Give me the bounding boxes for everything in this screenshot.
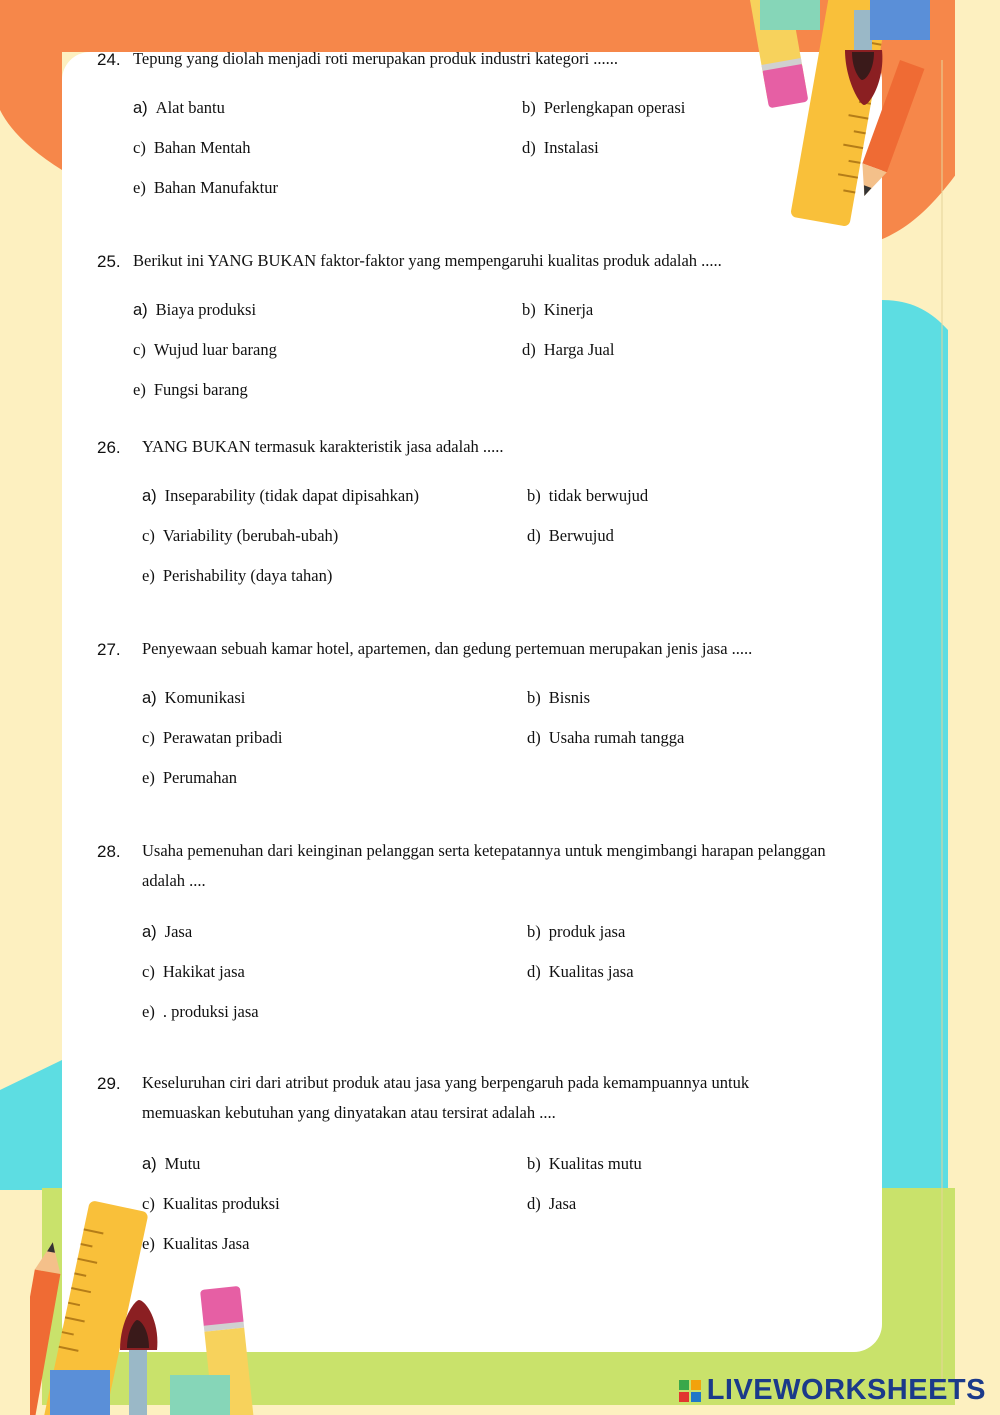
option-text: Perlengkapan operasi — [543, 98, 686, 117]
option-text: Bisnis — [548, 688, 591, 707]
option-d[interactable] — [527, 526, 614, 546]
option-label: e) — [133, 380, 146, 399]
option-label: d) — [522, 340, 536, 359]
option-a[interactable] — [142, 486, 419, 506]
question-text: YANG BUKAN termasuk karakteristik jasa adalah ..... — [142, 437, 504, 456]
option-label: b) — [522, 300, 536, 319]
option-label: c) — [142, 526, 155, 545]
option-c[interactable] — [142, 728, 282, 748]
option-d[interactable] — [527, 1194, 576, 1214]
option-label: c) — [142, 962, 155, 981]
option-label: c) — [133, 138, 146, 157]
question-number: 28. — [97, 842, 121, 861]
option-c[interactable] — [142, 962, 245, 982]
option-label: b) — [527, 1154, 541, 1173]
option-text: Wujud luar barang — [153, 340, 277, 359]
option-text: Jasa — [164, 922, 193, 941]
option-a[interactable] — [142, 922, 192, 942]
option-text: Perumahan — [162, 768, 238, 787]
option-text: Kualitas mutu — [548, 1154, 642, 1173]
option-label: d) — [527, 1194, 541, 1213]
option-text: Instalasi — [543, 138, 599, 157]
option-d[interactable] — [527, 728, 684, 748]
option-text: Mutu — [164, 1154, 201, 1173]
option-a[interactable] — [142, 1154, 200, 1174]
option-text: Perishability (daya tahan) — [162, 566, 333, 585]
option-label: b) — [527, 486, 541, 505]
option-text: Kualitas Jasa — [162, 1234, 250, 1253]
question-number: 26. — [97, 438, 121, 457]
option-b[interactable] — [527, 688, 590, 708]
option-d[interactable] — [522, 138, 599, 158]
option-text: tidak berwujud — [548, 486, 649, 505]
question-text: Usaha pemenuhan dari keinginan pelanggan serta ketepatannya untuk mengimbangi harapan pelanggan adalah .... — [142, 841, 826, 890]
option-c[interactable] — [133, 340, 277, 360]
option-label: c) — [133, 340, 146, 359]
teal-band — [882, 300, 948, 1200]
option-text: Inseparability (tidak dapat dipisahkan) — [164, 486, 419, 505]
option-d[interactable] — [527, 962, 634, 982]
option-text: Bahan Manufaktur — [153, 178, 278, 197]
option-a[interactable] — [142, 688, 245, 708]
brand-text: LIVEWORKSHEETS — [706, 1374, 986, 1406]
option-text: Jasa — [548, 1194, 577, 1213]
question-number: 27. — [97, 640, 121, 659]
option-a[interactable] — [133, 98, 225, 118]
question-text: Berikut ini YANG BUKAN faktor-faktor yang mempengaruhi kualitas produk adalah ..... — [133, 251, 722, 270]
option-label: c) — [142, 1194, 155, 1213]
option-text: Alat bantu — [155, 98, 225, 117]
option-label: d) — [527, 526, 541, 545]
stationery-top-right — [740, 0, 970, 240]
option-text: Kinerja — [543, 300, 594, 319]
option-text: Kualitas jasa — [548, 962, 634, 981]
option-text: Berwujud — [548, 526, 614, 545]
option-b[interactable] — [527, 486, 648, 506]
option-text: produk jasa — [548, 922, 626, 941]
option-label: b) — [527, 688, 541, 707]
option-label: a) — [133, 301, 148, 319]
option-label: e) — [142, 1234, 155, 1253]
question-text: Tepung yang diolah menjadi roti merupakan produk industri kategori ...... — [133, 49, 619, 68]
option-label: b) — [522, 98, 536, 117]
option-e[interactable] — [133, 178, 278, 198]
option-label: a) — [142, 689, 157, 707]
teal-band-left — [0, 1060, 62, 1190]
option-label: d) — [527, 962, 541, 981]
option-label: a) — [142, 923, 157, 941]
option-e[interactable] — [142, 566, 332, 586]
option-b[interactable] — [522, 98, 685, 118]
option-text: Kualitas produksi — [162, 1194, 280, 1213]
liveworksheets-icon — [679, 1380, 701, 1402]
option-e[interactable] — [133, 380, 248, 400]
option-text: Bahan Mentah — [153, 138, 251, 157]
option-b[interactable] — [527, 1154, 642, 1174]
option-label: e) — [142, 566, 155, 585]
option-e[interactable] — [142, 768, 237, 788]
option-c[interactable] — [142, 526, 338, 546]
option-text: Hakikat jasa — [162, 962, 245, 981]
option-label: c) — [142, 728, 155, 747]
option-b[interactable] — [522, 300, 593, 320]
option-label: d) — [527, 728, 541, 747]
option-label: e) — [133, 178, 146, 197]
liveworksheets-logo — [679, 1374, 986, 1407]
option-d[interactable] — [522, 340, 614, 360]
question-text: Keseluruhan ciri dari atribut produk atau jasa yang berpengaruh pada kemampuannya untuk memuaskan kebutuhan yang dinyatakan atau tersirat adalah .... — [142, 1073, 750, 1122]
option-label: e) — [142, 768, 155, 787]
option-text: Perawatan pribadi — [162, 728, 283, 747]
question-number: 25. — [97, 252, 121, 271]
option-e[interactable] — [142, 1002, 259, 1022]
option-label: a) — [133, 99, 148, 117]
question-text: Penyewaan sebuah kamar hotel, apartemen, dan gedung pertemuan merupakan jenis jasa ..... — [142, 639, 753, 658]
option-text: Fungsi barang — [153, 380, 248, 399]
option-text: Biaya produksi — [155, 300, 257, 319]
option-text: Variability (berubah-ubah) — [162, 526, 339, 545]
question-number: 29. — [97, 1074, 121, 1093]
option-text: Komunikasi — [164, 688, 246, 707]
option-c[interactable] — [133, 138, 251, 158]
option-text: Usaha rumah tangga — [548, 728, 685, 747]
option-label: e) — [142, 1002, 155, 1021]
option-c[interactable] — [142, 1194, 280, 1214]
question-number: 24. — [97, 50, 121, 69]
option-label: a) — [142, 487, 157, 505]
option-e[interactable] — [142, 1234, 249, 1254]
option-label: a) — [142, 1155, 157, 1173]
option-text: . produksi jasa — [162, 1002, 259, 1021]
option-label: d) — [522, 138, 536, 157]
option-text: Harga Jual — [543, 340, 615, 359]
stationery-bottom-left — [30, 1180, 260, 1415]
option-b[interactable] — [527, 922, 625, 942]
option-label: b) — [527, 922, 541, 941]
option-a[interactable] — [133, 300, 256, 320]
